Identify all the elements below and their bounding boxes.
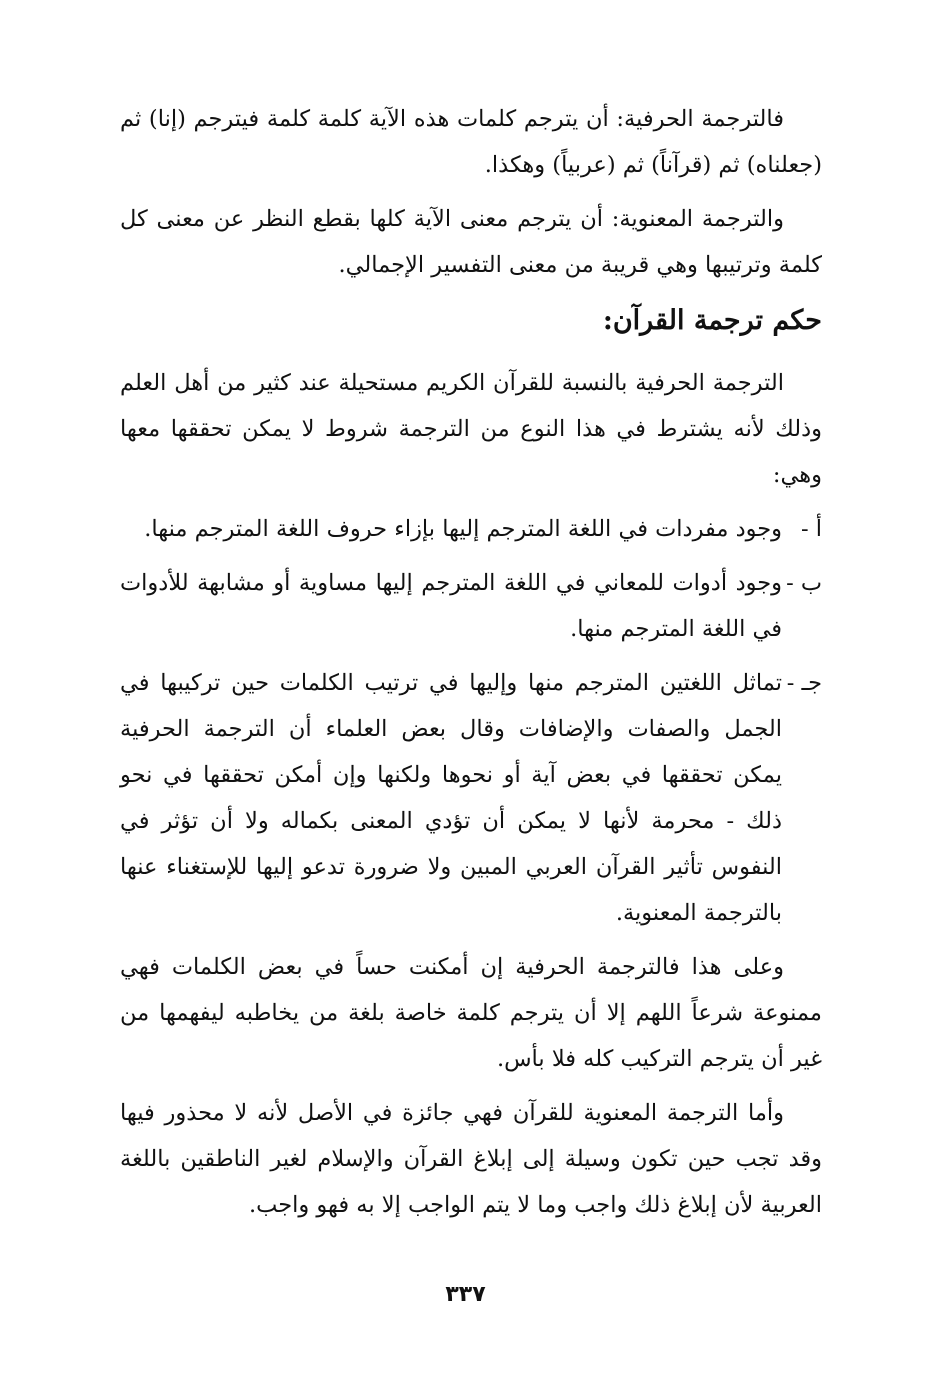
page-number: ٣٣٧ bbox=[445, 1282, 486, 1307]
conclusion-paragraph: وعلى هذا فالترجمة الحرفية إن أمكنت حساً في بعض الكلمات فهي ممنوعة شرعاً اللهم إلا أن يترجم كلمة خاصة بلغة من يخاطبه ليفهمها من غير أن يترجم التركيب كله فلا بأس. bbox=[120, 954, 822, 1072]
condition-marker: جـ - bbox=[786, 670, 822, 696]
condition-item bbox=[120, 506, 822, 552]
condition-text: وجود أدوات للمعاني في اللغة المترجم إليها مساوية أو مشابهة للأدوات في اللغة المترجم منها. bbox=[120, 570, 782, 642]
condition-text: وجود مفردات في اللغة المترجم إليها بإزاء حروف اللغة المترجم منها. bbox=[144, 516, 782, 542]
ruling-paragraph: الترجمة الحرفية بالنسبة للقرآن الكريم مستحيلة عند كثير من أهل العلم وذلك لأنه يشترط في هذا النوع من الترجمة شروط لا يمكن تحققها معها وهي: bbox=[120, 370, 822, 488]
semantic-ruling-paragraph: وأما الترجمة المعنوية للقرآن فهي جائزة في الأصل لأنه لا محذور فيها وقد تجب حين تكون وسيلة إلى إبلاغ القرآن والإسلام لغير الناطقين باللغة العربية لأن إبلاغ ذلك واجب وما لا يتم الواجب إلا به فهو واجب. bbox=[120, 1100, 822, 1218]
section-heading: حكم ترجمة القرآن: bbox=[602, 305, 822, 336]
condition-item bbox=[120, 660, 822, 936]
condition-marker: ب - bbox=[786, 570, 822, 596]
condition-text: تماثل اللغتين المترجم منها وإليها في ترتيب الكلمات حين تركيبها في الجمل والصفات والإضافات وقال بعض العلماء أن الترجمة الحرفية يمكن تحققها في بعض آية أو نحوها ولكنها وإن أمكن تحققها في نحو ذلك - محرمة لأنها لا يمكن أن تؤدي المعنى بكماله ولا أن تؤثر في النفوس تأثير القرآن العربي المبين ولا ضرورة تدعو إليها للإستغناء عنها بالترجمة المعنوية. bbox=[120, 670, 782, 926]
semantic-translation-definition: والترجمة المعنوية: أن يترجم معنى الآية كلها بقطع النظر عن معنى كل كلمة وترتيبها وهي قريبة من معنى التفسير الإجمالي. bbox=[120, 206, 822, 278]
condition-item bbox=[120, 560, 822, 652]
literal-translation-definition: فالترجمة الحرفية: أن يترجم كلمات هذه الآية كلمة كلمة فيترجم (إنا) ثم (جعلناه) ثم (قرآناً) ثم (عربياً) وهكذا. bbox=[120, 106, 822, 178]
page-body bbox=[120, 96, 822, 1236]
condition-marker: أ - bbox=[800, 516, 822, 542]
